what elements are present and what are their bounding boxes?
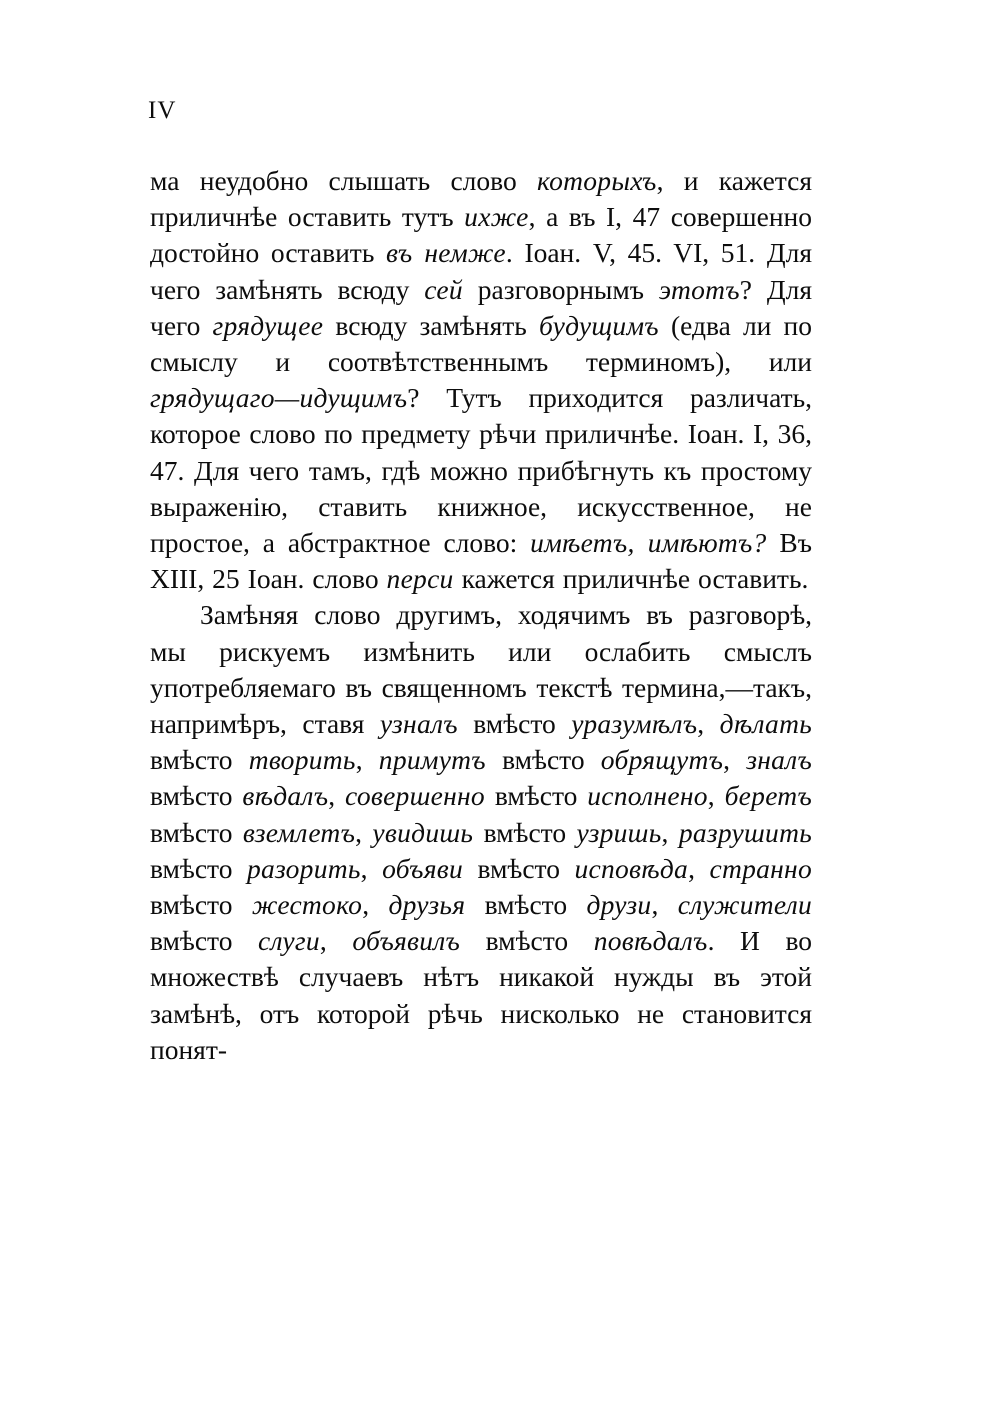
emphasized-word: странно (709, 852, 812, 884)
body-text: разговорнымъ (462, 273, 659, 305)
emphasized-word: совершенно (345, 780, 485, 812)
emphasized-word: которыхъ (537, 165, 657, 196)
emphasized-word: примутъ (378, 744, 486, 776)
body-text: вмѣсто (465, 889, 587, 921)
emphasized-word: повѣдалъ (593, 925, 708, 957)
body-text: , (328, 780, 346, 812)
body-text: вмѣсто (150, 925, 259, 957)
body-text: вмѣсто (473, 816, 577, 848)
body-text: , (688, 852, 710, 884)
emphasized-word: ихже (464, 201, 529, 233)
emphasized-word: зналъ (746, 744, 812, 776)
emphasized-word: имѣетъ, имѣютъ? (530, 527, 767, 559)
paragraph (150, 597, 812, 1068)
emphasized-word: узришь (576, 816, 662, 848)
emphasized-word: жестоко (251, 889, 363, 921)
page-folio-number: IV (148, 97, 177, 124)
emphasized-word: грядущее (212, 309, 324, 341)
emphasized-word: въ немже (386, 237, 506, 269)
emphasized-word: беретъ (724, 780, 812, 812)
body-text: , (319, 925, 353, 957)
body-text: ? Для чего (150, 273, 813, 341)
emphasized-word: слуги (258, 925, 320, 957)
emphasized-word: грядущаго—идущимъ (150, 382, 408, 414)
body-text: , (697, 708, 720, 740)
body-text: , (355, 816, 373, 848)
body-text: Замѣняя слово другимъ, ходячимъ въ разговорѣ, мы рискуемъ измѣнить или ослабить смыслъ употребляемаго въ священномъ текстѣ термина,—такъ, напримѣръ, ставя (150, 599, 812, 740)
body-text: вмѣсто (150, 816, 243, 848)
body-text: ма неудобно слышать слово (150, 165, 538, 196)
body-text: , (661, 816, 679, 848)
emphasized-word: исповѣда (574, 852, 689, 884)
body-text: вмѣсто (485, 744, 601, 776)
emphasized-word: будущимъ (538, 309, 659, 341)
emphasized-word: вземлетъ (242, 816, 356, 848)
emphasized-word: сей (424, 273, 463, 305)
emphasized-word: увидишь (372, 816, 474, 848)
emphasized-word: уразумѣлъ (571, 708, 698, 740)
body-text: , (362, 889, 389, 921)
body-text: всюду замѣнять (323, 309, 539, 341)
body-text: вмѣсто (150, 744, 249, 776)
body-text: , (651, 889, 678, 921)
emphasized-word: друзи (586, 889, 652, 921)
emphasized-word: разрушить (678, 816, 812, 848)
paragraph (150, 163, 812, 597)
body-text: вмѣсто (460, 925, 594, 957)
body-text: вмѣсто (457, 708, 572, 740)
emphasized-word: этотъ (658, 273, 740, 305)
body-text: вмѣсто (150, 889, 252, 921)
emphasized-word: узналъ (379, 708, 458, 740)
body-text: . И во множествѣ случаевъ нѣтъ никакой нужды въ этой замѣнѣ, отъ которой рѣчь нисколько не становится понят- (150, 925, 812, 1065)
body-text: ? Тутъ приходится различать, которое слово по предмету рѣчи приличнѣе. Іоан. I, 36, 47. Для чего тамъ, гдѣ можно прибѣгнуть къ простому выраженію, ставить книжное, искусственное, не простое, а абстрактное слово: (150, 382, 812, 559)
body-text: , (723, 744, 747, 776)
body-text: , (355, 744, 379, 776)
body-text: , (707, 780, 725, 812)
emphasized-word: дѣлать (719, 708, 812, 740)
emphasized-word: разорить (246, 852, 361, 884)
emphasized-word: друзья (388, 889, 466, 921)
body-text: , (360, 852, 383, 884)
emphasized-word: служители (677, 889, 812, 921)
emphasized-word: перси (386, 563, 454, 595)
emphasized-word: обрящутъ (600, 744, 724, 776)
body-text: вмѣсто (150, 852, 247, 884)
body-text: вмѣсто (484, 780, 588, 812)
body-text: вмѣсто (463, 852, 575, 884)
body-text: кажется приличнѣе оставить. (453, 563, 809, 595)
text-block (150, 163, 812, 1068)
body-text: . Іоан. V, 45. VI, 51. Для чего замѣнять всюду (150, 237, 812, 305)
body-text: , а въ I, 47 совершенно достойно оставить (150, 201, 813, 269)
body-text: (едва ли по смыслу и соотвѣтственнымъ терминомъ), или (150, 309, 812, 378)
emphasized-word: объяви (382, 852, 463, 884)
body-text: вмѣсто (150, 780, 243, 812)
emphasized-word: исполнено (587, 780, 708, 812)
emphasized-word: объявилъ (352, 925, 461, 957)
emphasized-word: вѣдалъ (242, 780, 329, 812)
emphasized-word: творить (248, 744, 356, 776)
body-text: , и кажется приличнѣе оставить тутъ (150, 165, 812, 233)
body-text: Въ XIII, 25 Іоан. слово (150, 527, 812, 595)
